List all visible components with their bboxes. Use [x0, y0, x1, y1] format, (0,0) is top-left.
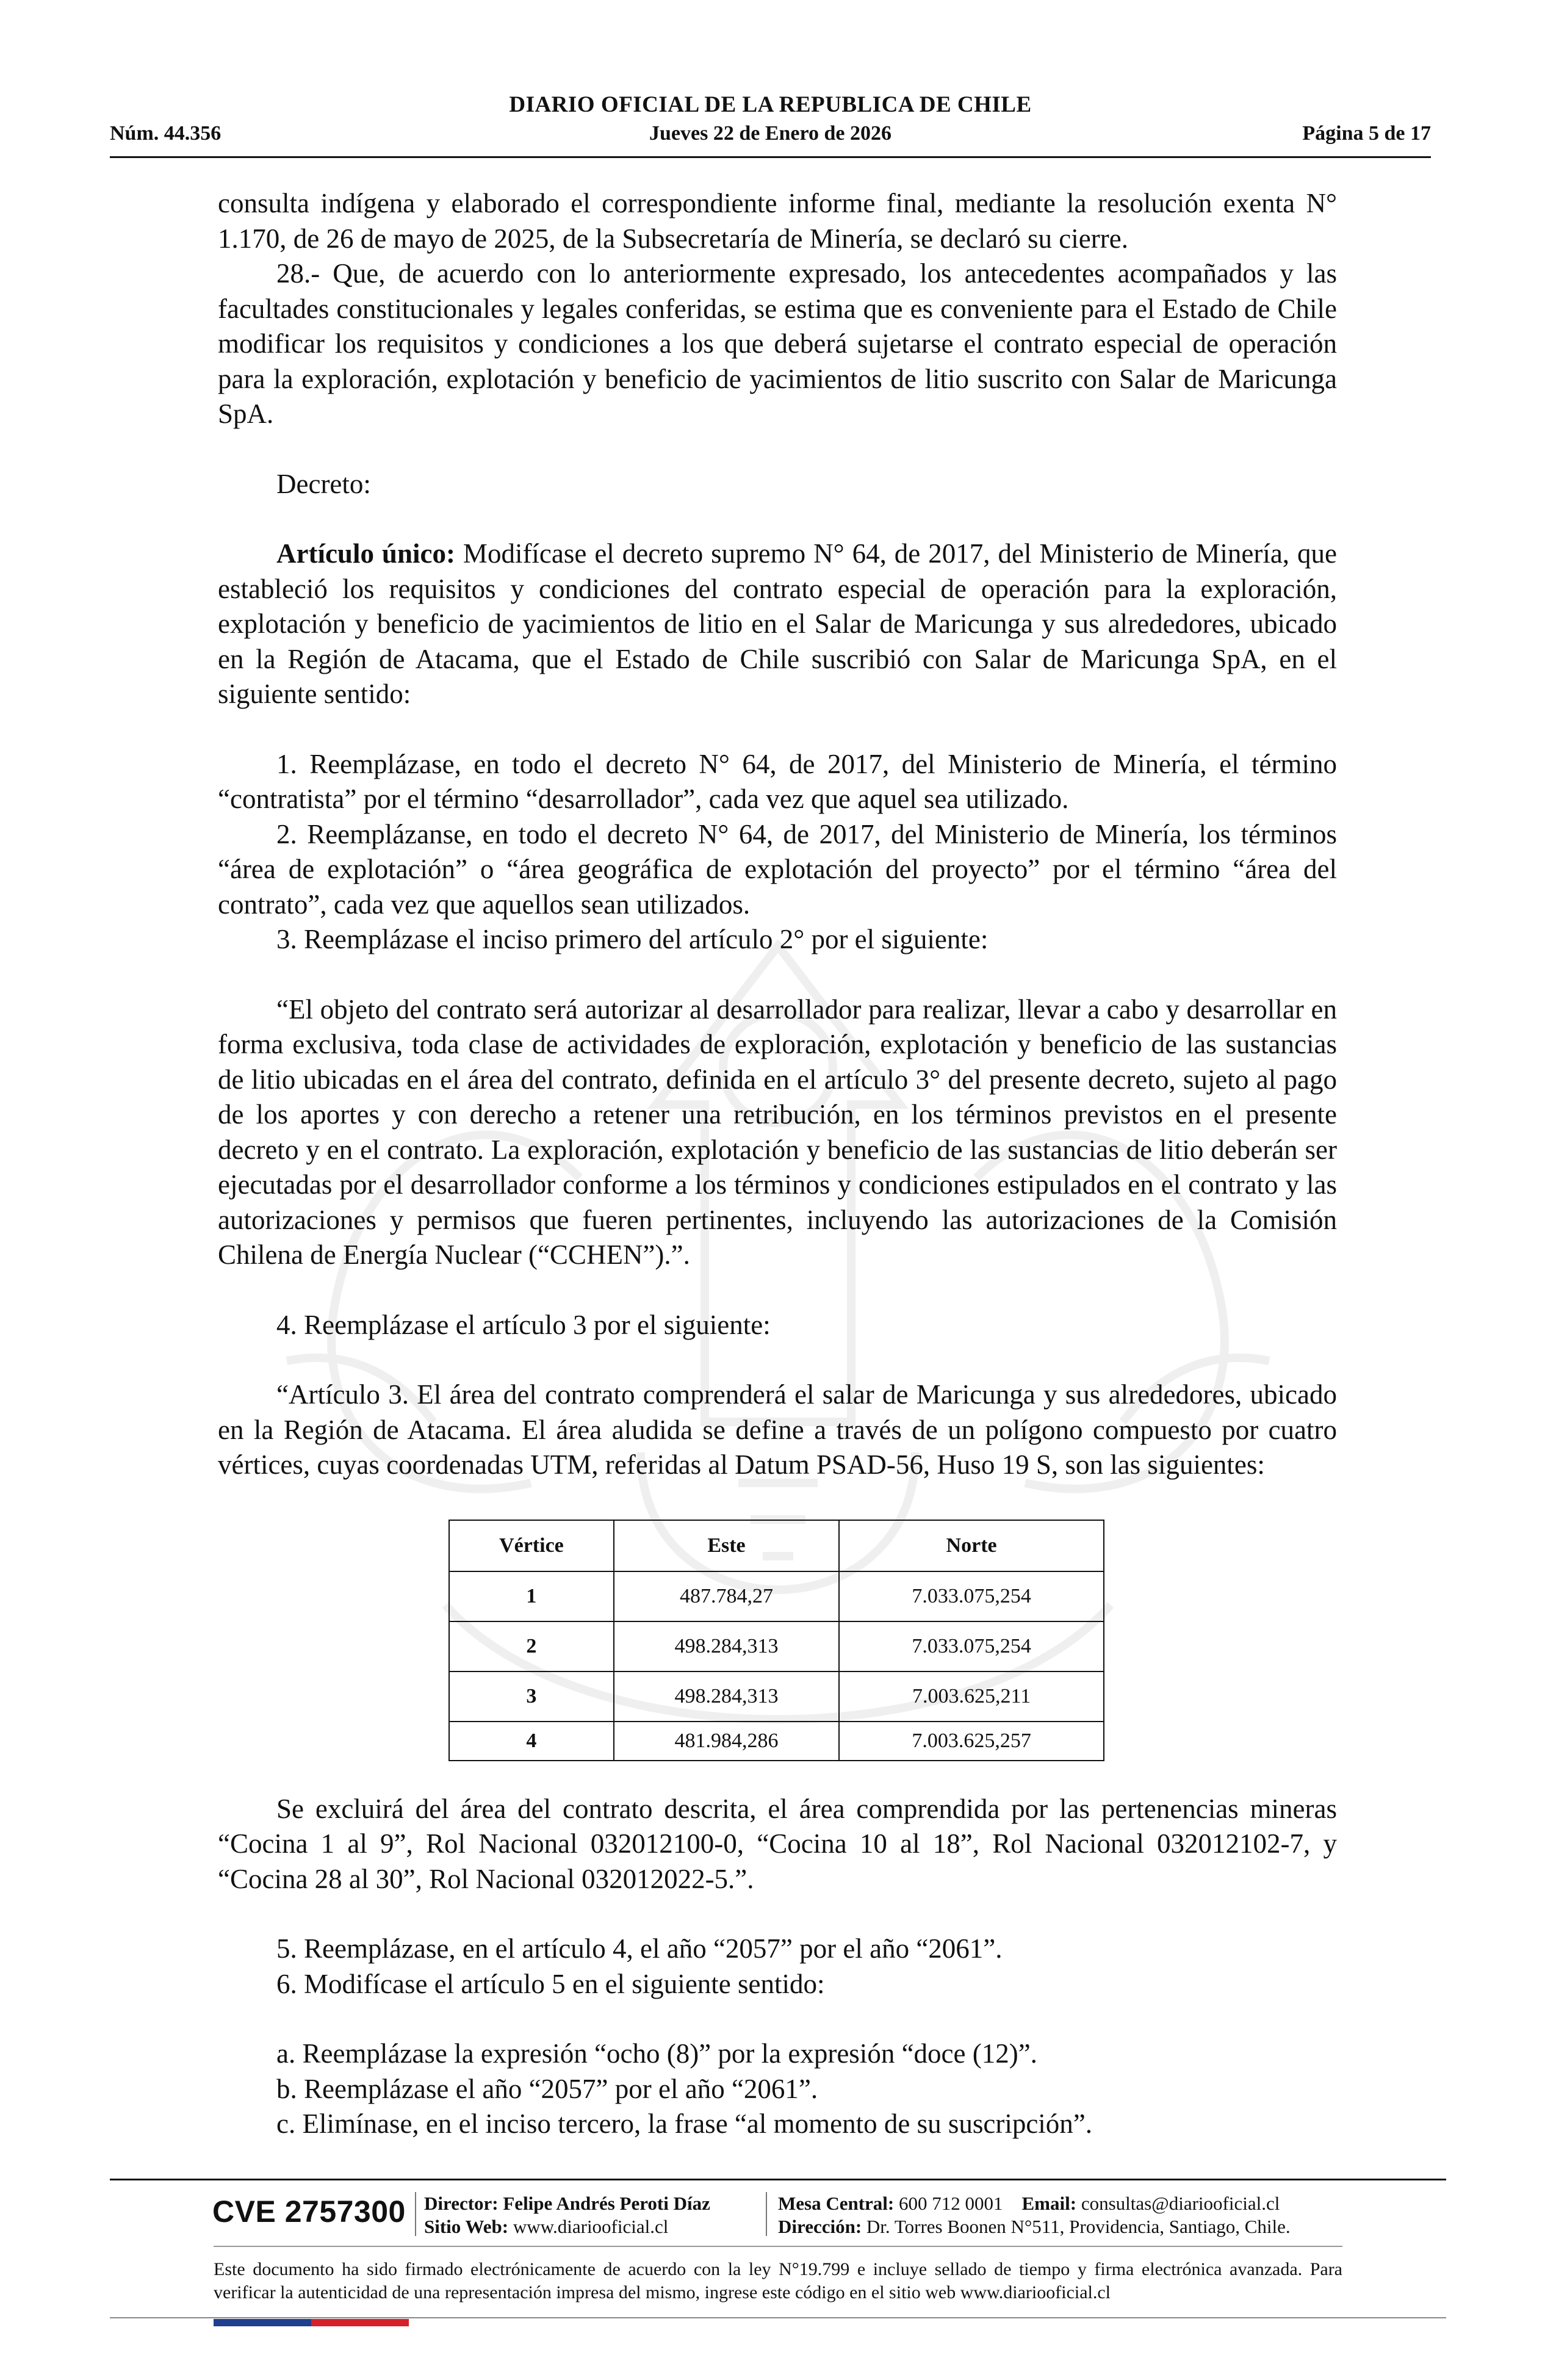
item-6: 6. Modifícase el artículo 5 en el siguiente sentido: [276, 1968, 825, 1999]
table-row [449, 1671, 1104, 1722]
newspaper-title: DIARIO OFICIAL DE LA REPUBLICA DE CHILE [509, 92, 1032, 117]
cve-code: CVE 2757300 [212, 2194, 406, 2229]
footer-separator [766, 2192, 767, 2236]
item-6a: a. Reemplázase la expresión “ocho (8)” por la expresión “doce (12)”. [276, 2038, 1037, 2069]
coordinates-table [448, 1520, 1104, 1761]
issue-date: Jueves 22 de Enero de 2026 [649, 122, 891, 145]
email-link[interactable]: consultas@diariooficial.cl [1081, 2193, 1280, 2214]
quote-articulo-3: “Artículo 3. El área del contrato comprenderá el salar de Maricunga y sus alrededores, ubicado en la Región de Atacama. El área aludida se define a través de un polígono compuesto por cuatro vértices, cuyas coordenadas UTM, referidas al Datum PSAD-56, Huso 19 S, son las siguientes: [218, 1379, 1337, 1480]
address-value: Dr. Torres Boonen N°511, Providencia, Santiago, Chile. [866, 2216, 1291, 2237]
paragraph-28: 28.- Que, de acuerdo con lo anteriormente expresado, los antecedentes acompañados y las facultades constitucionales y legales conferidas, se estima que es conveniente para el Estado de Chile modificar los requisitos y condiciones a los que deberá sujetarse el contrato especial de operación para la exploración, explotación y beneficio de yacimientos de litio suscrito con Salar de Maricunga SpA. [218, 258, 1337, 429]
paragraph-consulta: consulta indígena y elaborado el correspondiente informe final, mediante la resolución exenta N° 1.170, de 26 de mayo de 2025, de la Subsecretaría de Minería, se declaró su cierre. [218, 188, 1337, 254]
cell-este: 498.284,313 [614, 1621, 839, 1671]
footer-divider-bottom [110, 2317, 1446, 2318]
header-divider [110, 156, 1431, 158]
legal-notice: Este documento ha sido firmado electrónicamente de acuerdo con la ley N°19.799 e incluye sellado de tiempo y firma electrónica avanzada. Para verificar la autenticidad de una representación impresa del mismo, ingrese este código en el sitio web www.diariooficial.cl [214, 2259, 1342, 2302]
cell-vertice: 4 [449, 1722, 614, 1761]
page-number: Página 5 de 17 [1302, 122, 1431, 145]
footer-divider-top [110, 2179, 1446, 2180]
coordinates-table-wrapper [448, 1520, 1104, 1761]
cell-vertice: 3 [449, 1671, 614, 1722]
cell-este: 498.284,313 [614, 1671, 839, 1722]
item-3: 3. Reemplázase el inciso primero del artículo 2° por el siguiente: [276, 924, 989, 954]
address-line [778, 2215, 1291, 2238]
table-row [449, 1722, 1104, 1761]
cell-norte: 7.033.075,254 [839, 1571, 1104, 1621]
cell-este: 487.784,27 [614, 1571, 839, 1621]
header-vertice: Vértice [449, 1520, 614, 1571]
director-line [424, 2192, 710, 2215]
flag-stripe-red [311, 2319, 409, 2326]
page-header [110, 92, 1431, 159]
table-row [449, 1571, 1104, 1621]
issue-number: Núm. 44.356 [110, 122, 222, 145]
articulo-unico-text: Modifícase el decreto supremo N° 64, de 2017, del Ministerio de Minería, que estableció los requisitos y condiciones del contrato especial de operación para la exploración, explotación y beneficio de yacimientos de litio en el Salar de Maricunga y sus alrededores, ubicado en la Región de Atacama, que el Estado de Chile suscribió con Salar de Maricunga SpA, en el siguiente sentido: [218, 538, 1337, 709]
website-link[interactable]: www.diariooficial.cl [513, 2216, 669, 2237]
footer-separator [415, 2192, 416, 2236]
contact-line [778, 2192, 1291, 2215]
item-4: 4. Reemplázase el artículo 3 por el siguiente: [276, 1309, 771, 1340]
website-label: Sitio Web: [424, 2216, 509, 2237]
articulo-unico [218, 536, 1337, 712]
email-label: Email: [1021, 2193, 1077, 2214]
cell-norte: 7.003.625,211 [839, 1671, 1104, 1722]
flag-stripe [214, 2319, 409, 2326]
item-5: 5. Reemplázase, en el artículo 4, el año “2057” por el año “2061”. [276, 1933, 1003, 1964]
decreto-heading: Decreto: [276, 468, 371, 499]
quote-articulo-2: “El objeto del contrato será autorizar al desarrollador para realizar, llevar a cabo y desarrollar en forma exclusiva, toda clase de actividades de exploración, explotación y beneficio de las sustancias de litio ubicadas en el área del contrato, definida en el artículo 3° del presente decreto, sujeto al pago de los aportes y con derecho a retener una retribución, en los términos previstos en el presente decreto y en el contrato. La exploración, explotación y beneficio de las sustancias de litio deberán ser ejecutadas por el desarrollador conforme a los términos y condiciones estipulados en el contrato y las autorizaciones y permisos que fueren pertinentes, incluyendo las autorizaciones de la Comisión Chilena de Energía Nuclear (“CCHEN”).”. [218, 993, 1337, 1270]
cell-vertice: 2 [449, 1621, 614, 1671]
exclusion-paragraph: Se excluirá del área del contrato descrita, el área comprendida por las pertenencias mineras “Cocina 1 al 9”, Rol Nacional 032012100-0, “Cocina 10 al 18”, Rol Nacional 032012102-7, y “Cocina 28 al 30”, Rol Nacional 032012022-5.”. [218, 1793, 1337, 1894]
website-line [424, 2215, 710, 2238]
cell-norte: 7.033.075,254 [839, 1621, 1104, 1671]
articulo-unico-label: Artículo único: [276, 538, 455, 569]
item-2: 2. Reemplázanse, en todo el decreto N° 64, de 2017, del Ministerio de Minería, los términos “área de explotación” o “área geográfica de explotación del proyecto” por el término “área del contrato”, cada vez que aquellos sean utilizados. [218, 818, 1337, 920]
item-6b: b. Reemplázase el año “2057” por el año “2061”. [276, 2073, 818, 2104]
footer-director-block [424, 2192, 710, 2238]
cell-vertice: 1 [449, 1571, 614, 1621]
item-1: 1. Reemplázase, en todo el decreto N° 64, de 2017, del Ministerio de Minería, el término “contratista” por el término “desarrollador”, cada vez que aquel sea utilizado. [218, 748, 1337, 814]
table-header-row [449, 1520, 1104, 1571]
address-label: Dirección: [778, 2216, 862, 2237]
flag-stripe-blue [214, 2319, 311, 2326]
footer-contact-block [778, 2192, 1291, 2238]
footer-divider-mid [214, 2246, 1342, 2247]
header-este: Este [614, 1520, 839, 1571]
header-norte: Norte [839, 1520, 1104, 1571]
director-name: Felipe Andrés Peroti Díaz [503, 2193, 710, 2214]
mesa-phone: 600 712 0001 [899, 2193, 1003, 2214]
cell-este: 481.984,286 [614, 1722, 839, 1761]
item-6c: c. Elimínase, en el inciso tercero, la frase “al momento de su suscripción”. [276, 2108, 1093, 2139]
mesa-label: Mesa Central: [778, 2193, 895, 2214]
document-body [218, 186, 1337, 2142]
table-row [449, 1621, 1104, 1671]
director-label: Director: [424, 2193, 499, 2214]
cell-norte: 7.003.625,257 [839, 1722, 1104, 1761]
